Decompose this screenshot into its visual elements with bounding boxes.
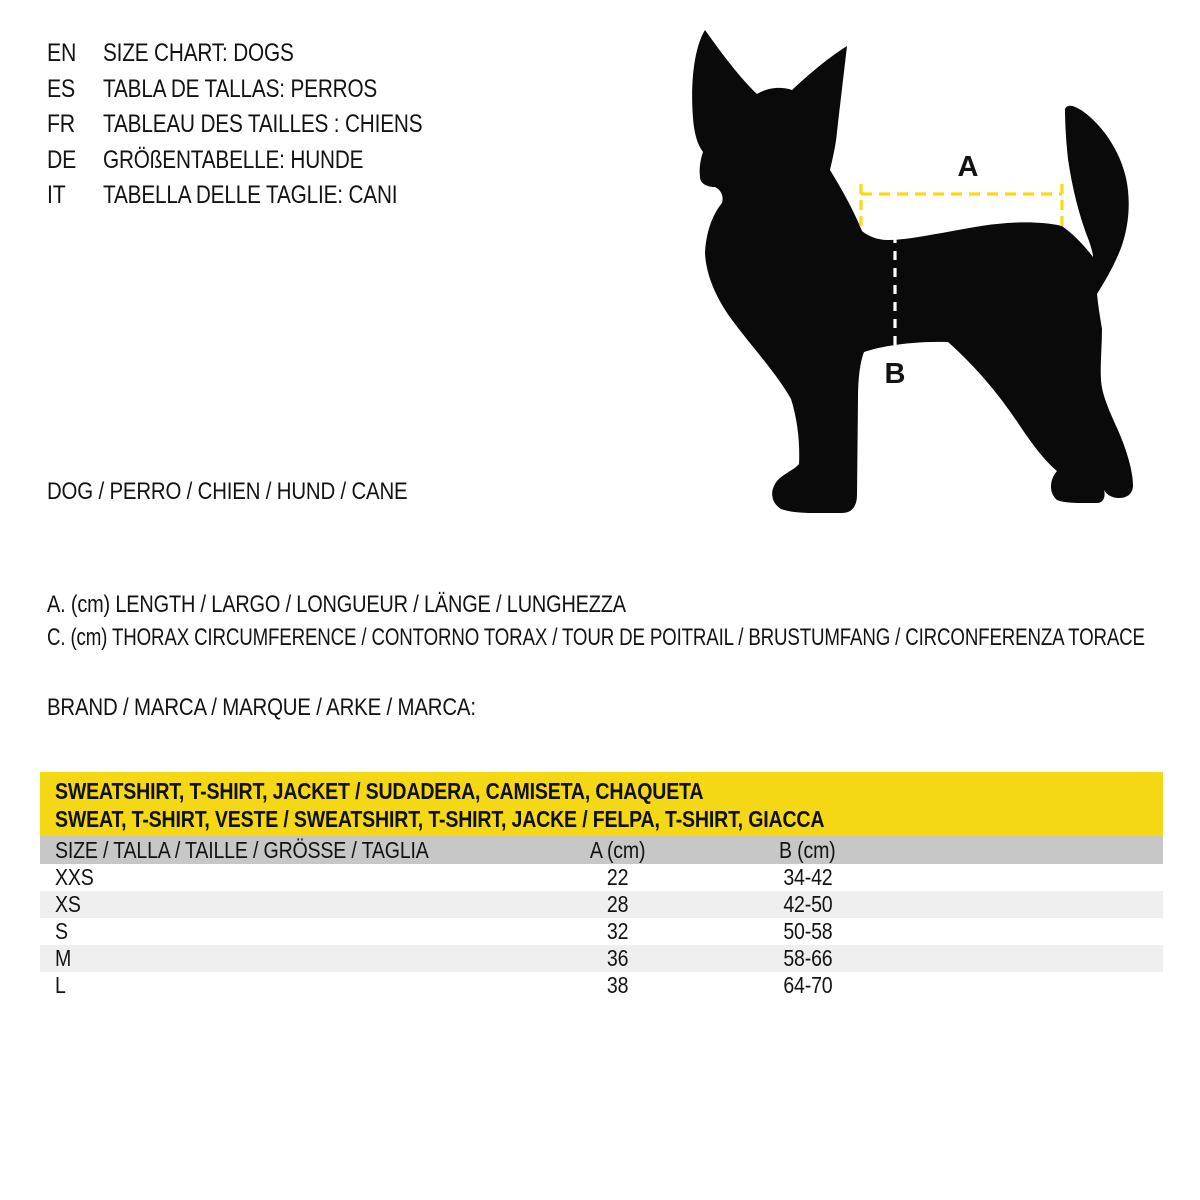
cell-size: XXS bbox=[55, 864, 94, 890]
measure-a-label: A bbox=[957, 151, 979, 183]
title-text: TABLEAU DES TAILLES : CHIENS bbox=[103, 110, 423, 138]
header-a-cm: A (cm) bbox=[589, 837, 646, 863]
table-row bbox=[40, 945, 1163, 972]
cell-size: M bbox=[55, 945, 72, 971]
cell-a: 22 bbox=[606, 864, 629, 890]
cell-a: 38 bbox=[606, 972, 629, 998]
header-b-cm: B (cm) bbox=[779, 837, 836, 863]
size-table bbox=[40, 836, 1163, 999]
cell-b: 34-42 bbox=[782, 864, 833, 890]
table-row bbox=[40, 891, 1163, 918]
cell-a: 36 bbox=[606, 945, 629, 971]
cell-size: XS bbox=[55, 891, 81, 917]
title-text: TABLA DE TALLAS: PERROS bbox=[103, 74, 378, 103]
banner-line-1: SWEATSHIRT, T-SHIRT, JACKET / SUDADERA, CAMISETA, CHAQUETA bbox=[55, 778, 704, 804]
lang-code: ES bbox=[47, 74, 76, 103]
measurement-legend bbox=[47, 588, 1200, 654]
table-row bbox=[40, 972, 1163, 999]
title-text: TABELLA DELLE TAGLIE: CANI bbox=[103, 181, 398, 209]
brand-line: BRAND / MARCA / MARQUE / ARKE / MARCA: bbox=[47, 694, 476, 721]
title-text: GRÖßENTABELLE: HUNDE bbox=[103, 145, 364, 174]
header-size: SIZE / TALLA / TAILLE / GRÖSSE / TAGLIA bbox=[55, 837, 429, 863]
product-category-banner bbox=[40, 772, 1163, 836]
cell-a: 28 bbox=[606, 891, 629, 917]
cell-b: 50-58 bbox=[782, 918, 833, 944]
table-row bbox=[40, 864, 1163, 891]
lang-code: EN bbox=[47, 39, 77, 67]
lang-code: IT bbox=[47, 181, 66, 209]
cell-b: 58-66 bbox=[782, 945, 833, 971]
cell-b: 42-50 bbox=[782, 891, 833, 917]
table-row bbox=[40, 918, 1163, 945]
legend-line-c: C. (cm) THORAX CIRCUMFERENCE / CONTORNO TORAX / TOUR DE POITRAIL / BRUSTUMFANG / CIRCONFERENZA TORACE bbox=[47, 624, 1145, 651]
cell-size: S bbox=[55, 918, 68, 944]
measure-b-label: B bbox=[884, 358, 906, 390]
animal-caption: DOG / PERRO / CHIEN / HUND / CANE bbox=[47, 478, 408, 505]
dog-silhouette-path bbox=[692, 30, 1133, 513]
lang-code: FR bbox=[47, 110, 75, 138]
lang-code: DE bbox=[47, 145, 77, 174]
cell-size: L bbox=[55, 972, 66, 998]
size-table-header bbox=[40, 836, 1163, 864]
cell-a: 32 bbox=[606, 918, 629, 944]
cell-b: 64-70 bbox=[782, 972, 833, 998]
banner-line-2: SWEAT, T-SHIRT, VESTE / SWEATSHIRT, T-SHIRT, JACKE / FELPA, T-SHIRT, GIACCA bbox=[55, 806, 825, 832]
title-text: SIZE CHART: DOGS bbox=[103, 39, 294, 67]
legend-line-a: A. (cm) LENGTH / LARGO / LONGUEUR / LÄNGE / LUNGHEZZA bbox=[47, 591, 626, 618]
